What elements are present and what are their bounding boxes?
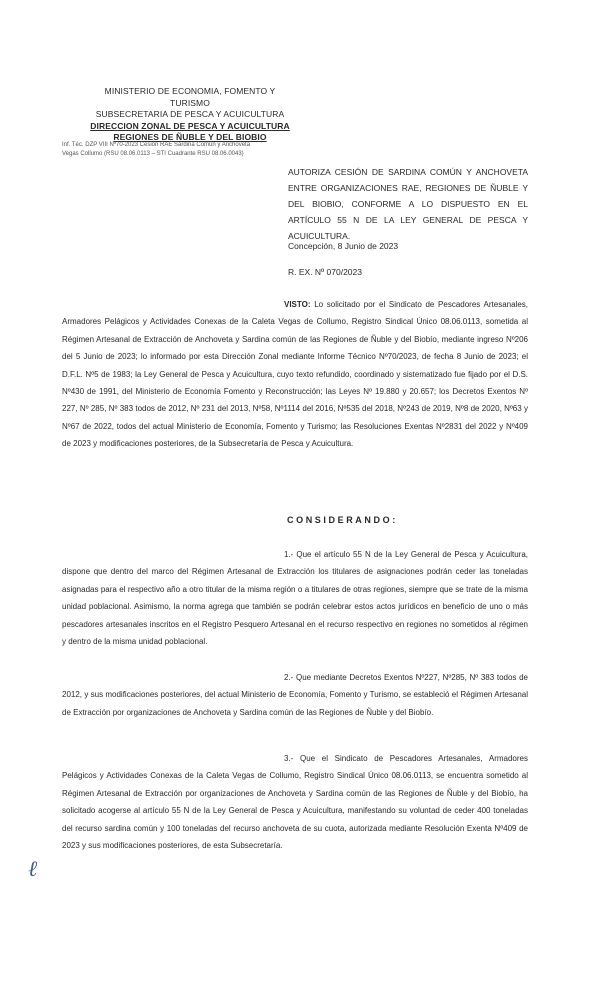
considerando-item-2 [62,669,528,721]
regions-line: REGIONES DE ÑUBLE Y DEL BIOBIO [113,132,267,142]
visto-text: Lo solicitado por el Sindicato de Pescadores Artesanales, Armadores Pelágicos y Actividades Conexas de la Caleta Vegas de Collumo, Registro Sindical Único 08.06.0113, sometida al Régimen Artesanal de Extracción de Anchoveta y Sardina común de las Regiones de Ñuble y del Biobío, mediante ingreso Nº206 del 5 Junio de 2023; lo informado por esta Dirección Zonal mediante Informe Técnico Nº70/2023, de fecha 8 Junio de 2023; el D.F.L. Nº5 de 1983; la Ley General de Pesca y Acuicultura, cuyo texto refundido, coordinado y sistematizado fue fijado por el D.S. Nº430 de 1991, del Ministerio de Economía Fomento y Reconstrucción; las Leyes Nº 19.880 y 20.657; los Decretos Exentos Nº 227, Nº 285, Nº 383 todos de 2012, Nº 231 del 2013, Nº58, Nº1114 del 2016, Nº535 del 2018, Nº243 de 2019, Nº8 de 2020, Nº63 y Nº67 de 2022, todos del actual Ministerio de Economía, Fomento y Turismo; las Resoluciones Exentas Nº2831 del 2022 y Nº409 de 2023 y modificaciones posteriores, de la Subsecretaría de Pesca y Acuicultura. [62,300,528,449]
reference-line-1: Inf. Téc. DZP VIII Nº70-2023 Cesión RAE Sardina Común y Anchoveta [62,142,251,148]
subject-text: AUTORIZA CESIÓN DE SARDINA COMÚN Y ANCHOVETA ENTRE ORGANIZACIONES RAE, REGIONES DE ÑUBLE Y DEL BIOBIO, CONFORME A LO DISPUESTO EN EL ARTÍCULO 55 N DE LA LEY GENERAL DE PESCA Y ACUICULTURA. [288,167,528,241]
considerando-item-3 [62,750,528,854]
handwritten-initial-mark: ℓ [28,857,38,882]
document-date: Concepción, 8 Junio de 2023 [288,241,399,251]
visto-paragraph [62,296,528,453]
reference-line-2: Vegas Collumo (RSU 08.06.0113 – STI Cuadrante RSU 08.06.0043) [62,151,244,157]
direction-line: DIRECCION ZONAL DE PESCA Y ACUICULTURA [90,120,290,131]
considerando-heading: CONSIDERANDO: [287,515,398,525]
considerando-item-1 [62,546,528,650]
visto-label: VISTO: [284,300,311,309]
letterhead [90,86,290,144]
considerando-text: 1.- Que el artículo 55 N de la Ley General de Pesca y Acuicultura, dispone que dentro del marco del Régimen Artesanal de Extracción los titulares de asignaciones podrán ceder las toneladas asignadas para el respectivo año a otro titular de la misma región o a titulares de otras regiones, siempre que se trate de la misma unidad poblacional. Asimismo, la norma agrega que también se podrán celebrar estos actos jurídicos en beneficio de uno o más pescadores artesanales inscritos en el Registro Pesquero Artesanal en el recurso respectivo en regiones no sometidos al régimen y dentro de la misma unidad poblacional. [62,550,528,647]
considerando-text: 3.- Que el Sindicato de Pescadores Artesanales, Armadores Pelágicos y Actividades Conexas de la Caleta Vegas de Collumo, Registro Sindical Único 08.06.0113, se encuentra sometido al Régimen Artesanal de Extracción por organizaciones de Anchoveta y Sardina común de las Regiones de Ñuble y del Biobío, ha solicitado acogerse al artículo 55 N de la Ley General de Pesca y Acuicultura, manifestando su voluntad de ceder 400 toneladas del recurso sardina común y 100 toneladas del recurso anchoveta de su cuota, autorizada mediante Resolución Exenta Nº409 de 2023 y sus modificaciones posteriores, de esta Subsecretaría. [62,754,528,851]
considerando-text: 2.- Que mediante Decretos Exentos Nº227, Nº285, Nº 383 todos de 2012, y sus modificaciones posteriores, del actual Ministerio de Economía, Fomento y Turismo, se estableció el Régimen Artesanal de Extracción por organizaciones de Anchoveta y Sardina común de las Regiones de Ñuble y del Biobío. [62,673,528,717]
ministry-line: MINISTERIO DE ECONOMIA, FOMENTO Y TURISMO [104,86,276,108]
resolution-number: R. EX. Nº 070/2023 [288,267,362,277]
reference-block [62,141,250,159]
subsecretary-line: SUBSECRETARIA DE PESCA Y ACUICULTURA [95,109,285,119]
